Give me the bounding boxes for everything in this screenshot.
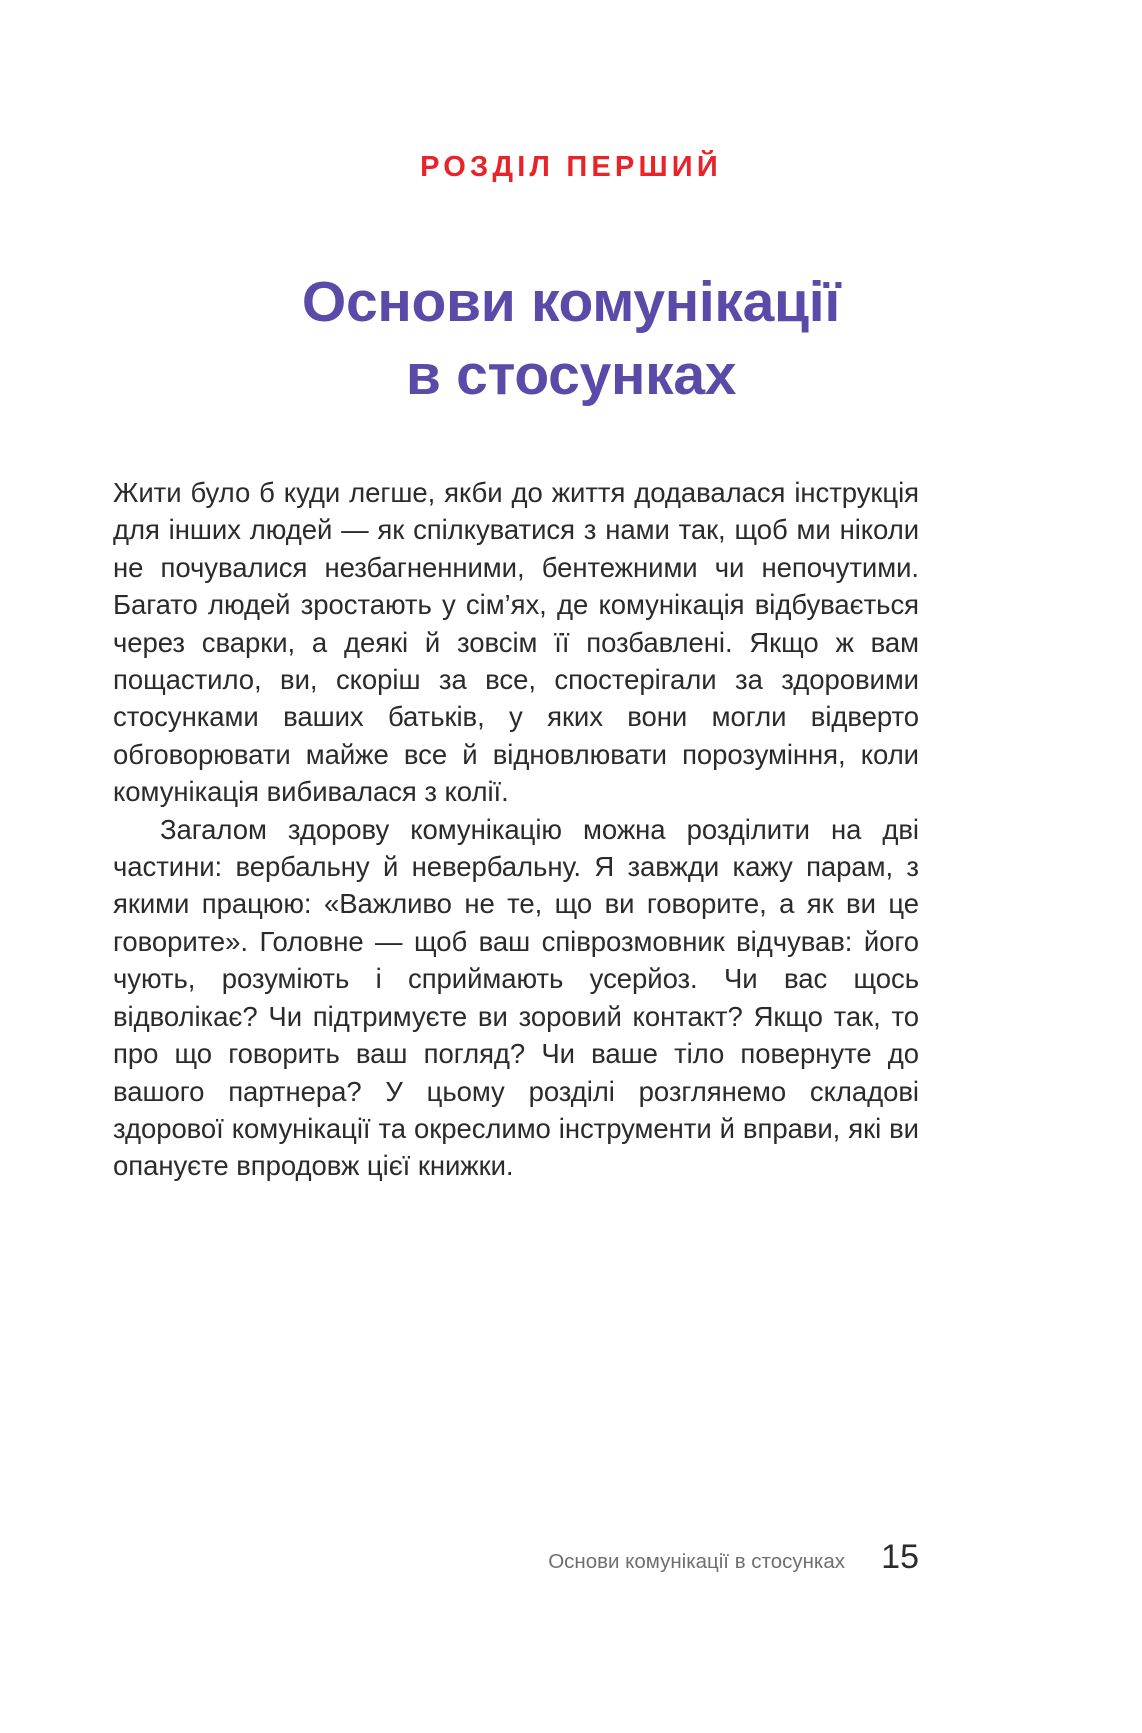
running-head: Основи комунікації в стосунках <box>548 1550 845 1573</box>
body-paragraph-1: Жити було б куди легше, якби до життя додавалася інструкція для інших людей — як спілкуватися з нами так, щоб ми ніколи не почувалися незбагненними, бентежними чи непочутими. Багато людей зростають у сім’ях, де комунікація відбувається через сварки, а деякі й зовсім її позбавлені. Якщо ж вам пощастило, ви, скоріш за все, спостерігали за здоровими стосунками ваших батьків, у яких вони могли відверто обговорювати майже все й відновлювати порозуміння, коли комунікація вибивалася з колії. <box>113 477 919 808</box>
chapter-title-line-1: Основи комунікації <box>301 270 841 335</box>
chapter-title-line-2: в стосунках <box>405 342 737 407</box>
body-text-column <box>113 474 919 1185</box>
body-paragraph-2: Загалом здорову комунікацію можна розділити на дві частини: вербальну й невербальну. Я завжди кажу парам, з якими працюю: «Важливо не те, що ви говорите, а як ви це говорите». Головне — щоб ваш співрозмовник відчував: його чують, розуміють і сприймають усерйоз. Чи вас щось відволікає? Чи підтримуєте ви зоровий контакт? Якщо так, то про що говорить ваш погляд? Чи ваше тіло повернуте до вашого партнера? У цьому розділі розглянемо складові здорової комунікації та окреслимо інструменти й вправи, які ви опануєте впродовж цієї книжки. <box>113 813 919 1182</box>
page-footer <box>113 1540 919 1574</box>
chapter-label: РОЗДІЛ ПЕРШИЙ <box>420 151 722 183</box>
page-number: 15 <box>881 1538 919 1576</box>
page-title <box>0 266 1142 411</box>
